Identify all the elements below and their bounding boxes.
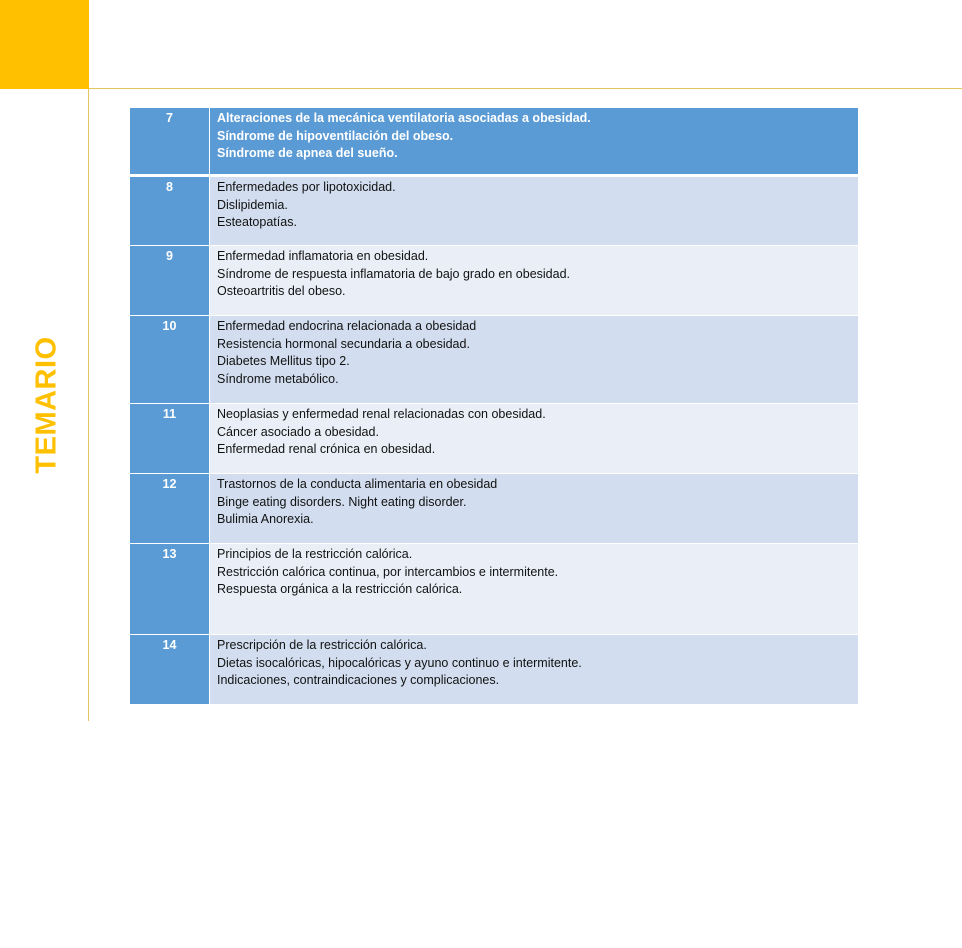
row-line: Restricción calórica continua, por intercambios e intermitente. [217,564,559,579]
row-line: Síndrome de respuesta inflamatoria de bajo grado en obesidad. [217,266,571,281]
row-line: Enfermedades por lipotoxicidad. [217,180,396,194]
row-number: 14 [130,635,210,704]
row-line: Neoplasias y enfermedad renal relacionadas con obesidad. [217,407,546,421]
row-line: Osteoartritis del obeso. [217,284,346,299]
row-line: Trastornos de la conducta alimentaria en obesidad [217,477,498,491]
row-line: Resistencia hormonal secundaria a obesidad. [217,336,470,351]
row-line: Esteatopatías. [217,215,297,230]
row-line: Cáncer asociado a obesidad. [217,424,379,439]
table-row [130,316,858,404]
side-title: TEMARIO [30,336,63,474]
row-line: Síndrome de apnea del sueño. [217,146,398,161]
row-number: 7 [130,108,210,174]
table-row [130,635,858,705]
row-number: 8 [130,177,210,245]
row-line: Síndrome de hipoventilación del obeso. [217,128,454,143]
row-content [210,404,858,473]
row-line: Alteraciones de la mecánica ventilatoria asociadas a obesidad. [217,111,591,125]
table-row [130,544,858,635]
row-line: Dislipidemia. [217,197,288,212]
row-line: Enfermedad renal crónica en obesidad. [217,442,436,457]
row-line: Principios de la restricción calórica. [217,547,413,561]
row-line: Enfermedad inflamatoria en obesidad. [217,249,429,263]
row-content [210,246,858,315]
row-content [210,177,858,245]
row-number: 9 [130,246,210,315]
row-number: 10 [130,316,210,403]
table-row [130,108,858,177]
row-line: Enfermedad endocrina relacionada a obesidad [217,319,477,333]
row-number: 11 [130,404,210,473]
table-row [130,177,858,246]
row-content [210,474,858,543]
row-number: 13 [130,544,210,634]
row-line: Prescripción de la restricción calórica. [217,638,427,652]
row-content [210,108,858,174]
row-line: Indicaciones, contraindicaciones y complicaciones. [217,673,500,688]
table-row [130,474,858,544]
row-number: 12 [130,474,210,543]
row-content [210,544,858,634]
top-divider-line [89,88,962,89]
row-line: Síndrome metabólico. [217,371,339,386]
row-content [210,316,858,403]
row-line: Bulimia Anorexia. [217,512,314,527]
syllabus-table [130,108,858,705]
row-line: Dietas isocalóricas, hipocalóricas y ayuno continuo e intermitente. [217,655,582,670]
table-row [130,246,858,316]
row-line: Binge eating disorders. Night eating disorder. [217,494,467,509]
row-content [210,635,858,704]
side-divider-line [88,89,89,721]
row-line: Respuesta orgánica a la restricción calórica. [217,582,463,597]
table-row [130,404,858,474]
corner-accent-block [0,0,89,89]
row-line: Diabetes Mellitus tipo 2. [217,354,350,369]
